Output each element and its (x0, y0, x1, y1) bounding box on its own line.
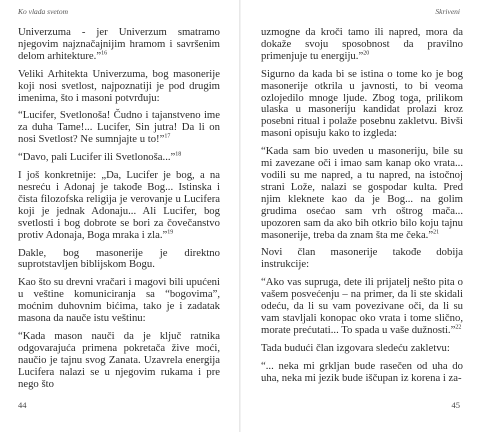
paragraph: Tada budući član izgovara sledeću zakletvu: (261, 341, 450, 354)
paragraph: “Ako vas supruga, dete ili prijatelj nešto pita o vašem posvećenju – na primer, da li ste skidali odeću, da li su vam povezivane oči, da li su vam stavljali konopac oko vrata i tome slično, morate prećutati... To spada u vaše dužnosti.”$^{22}$ (261, 276, 463, 336)
footnote-ref: 17 (164, 133, 171, 140)
footnote-ref: 20 (363, 50, 370, 57)
footnote-ref: 16 (101, 50, 108, 57)
paragraph: “Kada sam bio uveden u masoneriju, bile su mi zavezane oči i imao sam kanap oko vrata... vodili su me napred, a tu napred, na istočnoj strani Lože, nalazi se gospodar kulta. Pred njim kleknete kao da je Bog... na golim grudima osećao sam vrh oštrog mača... upozoren sam da ako bih otkrio bilo koju tajnu masonerije, treba da znam šta me čeka.”$^{21}$ (261, 145, 463, 241)
footnote-ref: 19 (167, 229, 174, 236)
paragraph: Novi član masonerije takođe dobija instrukcije: (261, 246, 463, 271)
body-text (261, 27, 463, 390)
paragraph: “Kada mason nauči da je ključ ratnika odgovarajuća primena pokretača žive moći, naučio je tajnu svog Zanata. Uzavrela energija Lucifera nalazi se u njegovim rukama i pre nego što (18, 329, 220, 390)
paragraph: I još konkretnije: „Da, Lucifer je bog, a na nesreću i Adonaj je takođe Bog... Istinska i čista filozofska religija je verovanje u Lucifera koji je jednak Adonaju... Ali Lucifer, bog svetlosti i bog dobrote se bori za čovečanstvo protiv Adonaja, Boga mraka i zla.”$^{19}$ (18, 169, 220, 241)
paragraph: Univerzuma - jer Univerzum smatramo njegovim najznačajnijim hramom i savršenim delom arhitekture.”$^{16}$ (18, 26, 220, 62)
paragraph: Sigurno da kada bi se istina o tome ko je bog masonerije otkrila u javnosti, to bi veoma ozlojedilo mnoge ljude. Zbog toga, prilikom ulaska u masoneriju kandidat prolazi kroz posebni ritual i polaže posebnu zakletvu. Bivši masoni opisuju kako to izgleda: (261, 67, 463, 140)
page-number: 44 (18, 400, 27, 410)
footnote-ref: 18 (175, 151, 182, 158)
running-head: Ko vlada svetom (18, 7, 68, 16)
paragraph: Kao što su drevni vračari i magovi bili upućeni u veštine komuniciranja sa “bogovima”, moćnim duhovnim bićima, tako je i zadatak masona da nauče istu veštinu: (18, 276, 220, 325)
paragraph: “Lucifer, Svetlonoša! Čudno i tajanstveno ime za duha Tame!... Lucifer, Sin jutra! Da li on nosi Svetlost? Ne sumnjajte u to!”$^{17}$ (18, 109, 220, 146)
paragraph: Dakle, bog masonerije je direktno suprotstavljen biblijskom Bogu. (18, 246, 220, 271)
left-page (0, 0, 239, 432)
paragraph: “... neka mi grkljan bude rasečen od uha do uha, neka mi jezik bude iščupan iz korena i za- (261, 359, 463, 384)
footnote-ref: 22 (455, 324, 462, 331)
paragraph: uzmogne da kroči tamo ili napred, mora da dokaže svoju sposobnost da pravilno primenjuje tu energiju.”$^{20}$ (261, 26, 463, 62)
page-number: 45 (451, 400, 460, 410)
paragraph: “Davo, pali Lucifer ili Svetlonoša...”$^{18}$ (18, 151, 182, 164)
footnote-ref: 21 (433, 228, 440, 235)
body-text (18, 27, 220, 396)
running-head: Skriveni (435, 7, 460, 16)
right-page (241, 0, 480, 432)
paragraph: Veliki Arhitekta Univerzuma, bog masonerije koji nosi svetlost, najpoznatiji je pod drugim imenima, što i masoni potvrđuju: (18, 67, 220, 104)
